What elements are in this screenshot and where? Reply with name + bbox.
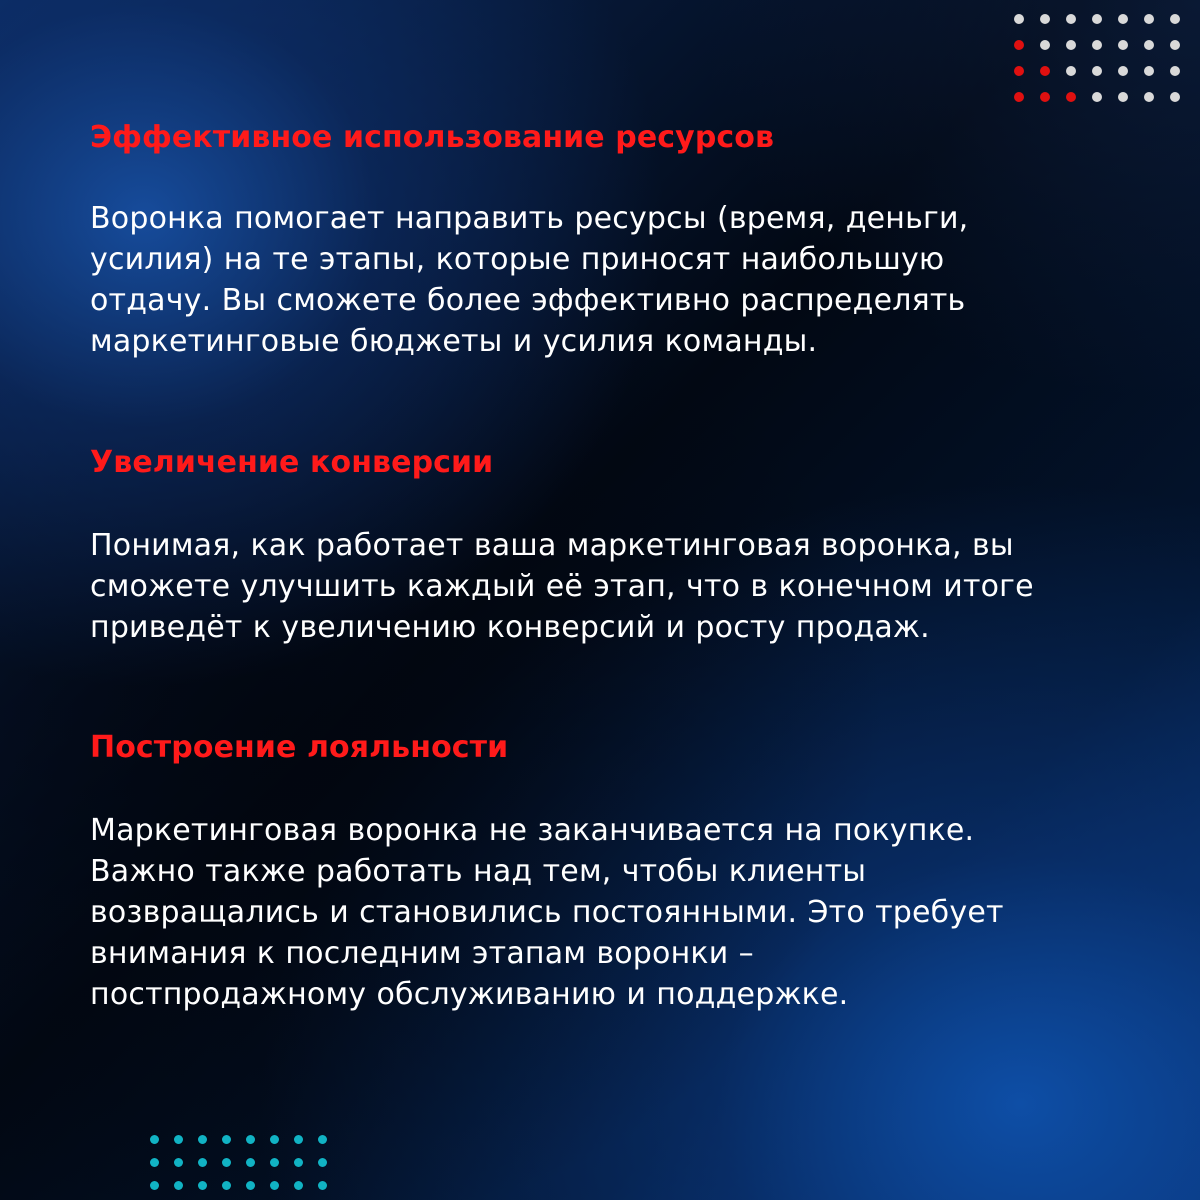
teal-dot bbox=[270, 1158, 279, 1167]
teal-dot bbox=[294, 1158, 303, 1167]
red-dot bbox=[1014, 92, 1024, 102]
red-dot bbox=[1014, 40, 1024, 50]
teal-dot bbox=[222, 1158, 231, 1167]
light-dot bbox=[1040, 40, 1050, 50]
teal-dot bbox=[174, 1158, 183, 1167]
body-line: Понимая, как работает ваша маркетинговая воронка, вы bbox=[90, 528, 1014, 563]
body-line: Важно также работать над тем, чтобы клиенты bbox=[90, 854, 867, 889]
teal-dot bbox=[174, 1181, 183, 1190]
body-line: Маркетинговая воронка не заканчивается на покупке. bbox=[90, 813, 975, 848]
light-dot bbox=[1040, 14, 1050, 24]
light-dot bbox=[1118, 66, 1128, 76]
light-dot bbox=[1118, 14, 1128, 24]
red-dot bbox=[1066, 92, 1076, 102]
light-dot bbox=[1066, 66, 1076, 76]
teal-dot bbox=[270, 1181, 279, 1190]
teal-dot bbox=[150, 1135, 159, 1144]
body-line: постпродажному обслуживанию и поддержке. bbox=[90, 977, 849, 1012]
teal-dot bbox=[270, 1135, 279, 1144]
light-dot bbox=[1144, 14, 1154, 24]
teal-dot bbox=[150, 1158, 159, 1167]
red-dot bbox=[1040, 92, 1050, 102]
section-body-loyalty bbox=[90, 810, 1004, 1015]
teal-dot bbox=[150, 1181, 159, 1190]
teal-dot bbox=[318, 1135, 327, 1144]
light-dot bbox=[1170, 14, 1180, 24]
light-dot bbox=[1092, 66, 1102, 76]
light-dot bbox=[1092, 14, 1102, 24]
body-line: отдачу. Вы сможете более эффективно распределять bbox=[90, 283, 966, 318]
body-line: маркетинговые бюджеты и усилия команды. bbox=[90, 324, 818, 359]
teal-dot bbox=[246, 1135, 255, 1144]
light-dot bbox=[1144, 40, 1154, 50]
decorative-dot-grid-bottom-left bbox=[150, 1135, 327, 1190]
teal-dot bbox=[198, 1181, 207, 1190]
teal-dot bbox=[174, 1135, 183, 1144]
red-dot bbox=[1014, 66, 1024, 76]
body-line: сможете улучшить каждый её этап, что в конечном итоге bbox=[90, 569, 1034, 604]
light-dot bbox=[1066, 40, 1076, 50]
teal-dot bbox=[198, 1158, 207, 1167]
light-dot bbox=[1170, 92, 1180, 102]
light-dot bbox=[1092, 92, 1102, 102]
body-line: усилия) на те этапы, которые приносят наибольшую bbox=[90, 242, 945, 277]
teal-dot bbox=[318, 1181, 327, 1190]
section-title-resources: Эффективное использование ресурсов bbox=[90, 120, 775, 155]
teal-dot bbox=[246, 1181, 255, 1190]
teal-dot bbox=[318, 1158, 327, 1167]
light-dot bbox=[1118, 92, 1128, 102]
section-body-resources bbox=[90, 198, 968, 362]
light-dot bbox=[1170, 66, 1180, 76]
body-line: внимания к последним этапам воронки – bbox=[90, 936, 754, 971]
light-dot bbox=[1066, 14, 1076, 24]
red-dot bbox=[1040, 66, 1050, 76]
teal-dot bbox=[246, 1158, 255, 1167]
body-line: приведёт к увеличению конверсий и росту продаж. bbox=[90, 610, 930, 645]
light-dot bbox=[1170, 40, 1180, 50]
teal-dot bbox=[222, 1181, 231, 1190]
body-line: возвращались и становились постоянными. Это требует bbox=[90, 895, 1004, 930]
light-dot bbox=[1092, 40, 1102, 50]
decorative-dot-grid-top-right bbox=[1014, 14, 1180, 102]
teal-dot bbox=[222, 1135, 231, 1144]
section-title-conversion: Увеличение конверсии bbox=[90, 445, 494, 480]
teal-dot bbox=[198, 1135, 207, 1144]
light-dot bbox=[1144, 66, 1154, 76]
light-dot bbox=[1144, 92, 1154, 102]
section-body-conversion bbox=[90, 525, 1034, 648]
light-dot bbox=[1118, 40, 1128, 50]
light-dot bbox=[1014, 14, 1024, 24]
teal-dot bbox=[294, 1181, 303, 1190]
teal-dot bbox=[294, 1135, 303, 1144]
section-title-loyalty: Построение лояльности bbox=[90, 730, 509, 765]
body-line: Воронка помогает направить ресурсы (время, деньги, bbox=[90, 201, 969, 236]
